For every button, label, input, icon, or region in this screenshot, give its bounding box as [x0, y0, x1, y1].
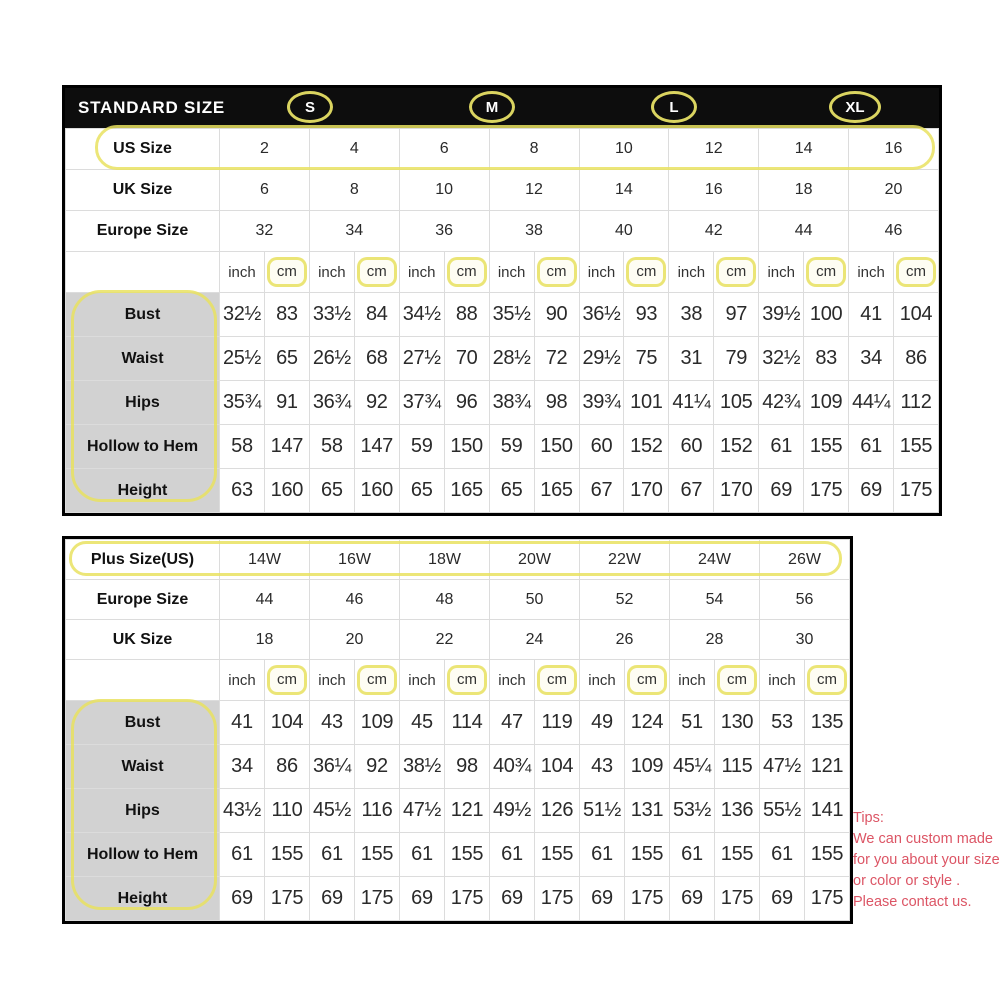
cm-highlight-chip: cm: [357, 257, 397, 287]
measure-cell: 51: [670, 701, 715, 745]
measure-cell: 31: [669, 337, 714, 381]
measure-cell: 86: [265, 745, 310, 789]
cm-unit-cell: [445, 660, 490, 701]
measure-cell: 175: [535, 877, 580, 921]
measure-cell: 109: [804, 381, 849, 425]
measure-cell: 155: [535, 833, 580, 877]
measure-cell: 44¼: [849, 381, 894, 425]
inch-unit-cell: inch: [670, 660, 715, 701]
size-cell: 14: [579, 170, 669, 211]
measure-cell: 155: [715, 833, 760, 877]
tips-line: for you about your size: [853, 852, 1000, 868]
size-cell: 56: [760, 580, 850, 620]
measure-cell: 155: [805, 833, 850, 877]
measure-cell: 65: [264, 337, 309, 381]
size-cell: 18W: [400, 540, 490, 580]
measure-cell: 101: [624, 381, 669, 425]
measure-cell: 112: [894, 381, 939, 425]
measure-cell: 32½: [759, 337, 804, 381]
measure-cell: 45: [400, 701, 445, 745]
measure-cell: 61: [759, 425, 804, 469]
row-label: Waist: [66, 745, 220, 789]
measure-cell: 109: [625, 745, 670, 789]
measure-cell: 131: [625, 789, 670, 833]
measure-cell: 98: [445, 745, 490, 789]
size-cell: 26: [580, 620, 670, 660]
size-cell: 40: [579, 211, 669, 252]
measure-cell: 104: [265, 701, 310, 745]
measure-cell: 135: [805, 701, 850, 745]
plus-size-table: [62, 536, 853, 924]
measure-cell: 69: [310, 877, 355, 921]
size-cell: 4: [309, 129, 399, 170]
measure-cell: 53½: [670, 789, 715, 833]
size-cell: 46: [849, 211, 939, 252]
measure-row: [66, 293, 939, 337]
inch-unit-cell: inch: [400, 660, 445, 701]
size-cell: 44: [759, 211, 849, 252]
size-cell: 14: [759, 129, 849, 170]
measure-row: [66, 469, 939, 513]
measure-cell: 155: [265, 833, 310, 877]
size-cell: 10: [399, 170, 489, 211]
measure-cell: 170: [714, 469, 759, 513]
cm-unit-cell: [715, 660, 760, 701]
size-cell: 10: [579, 129, 669, 170]
cm-highlight-chip: cm: [717, 665, 757, 695]
measure-cell: 41¼: [669, 381, 714, 425]
measure-cell: 34: [849, 337, 894, 381]
cm-highlight-chip: cm: [357, 665, 397, 695]
measure-cell: 35½: [489, 293, 534, 337]
measure-cell: 100: [804, 293, 849, 337]
measure-cell: 27½: [399, 337, 444, 381]
size-cell: 14W: [220, 540, 310, 580]
measure-cell: 65: [309, 469, 354, 513]
cm-unit-cell: [444, 252, 489, 293]
measure-cell: 150: [444, 425, 489, 469]
measure-cell: 97: [714, 293, 759, 337]
measure-row: [66, 381, 939, 425]
standard-size-header: [65, 88, 939, 128]
cm-highlight-chip: cm: [627, 665, 667, 695]
measure-cell: 86: [894, 337, 939, 381]
row-label: Hollow to Hem: [66, 425, 220, 469]
size-s-oval-badge: S: [287, 91, 333, 123]
measure-cell: 110: [265, 789, 310, 833]
inch-unit-cell: inch: [220, 660, 265, 701]
measure-cell: 42¾: [759, 381, 804, 425]
measure-cell: 45½: [310, 789, 355, 833]
measure-cell: 83: [804, 337, 849, 381]
size-cell: 22: [400, 620, 490, 660]
measure-cell: 175: [445, 877, 490, 921]
inch-unit-cell: inch: [579, 252, 624, 293]
measure-cell: 25½: [220, 337, 265, 381]
measure-cell: 36½: [579, 293, 624, 337]
measure-cell: 165: [444, 469, 489, 513]
measure-cell: 43½: [220, 789, 265, 833]
size-cell: 24W: [670, 540, 760, 580]
measure-cell: 160: [264, 469, 309, 513]
size-cell: 26W: [760, 540, 850, 580]
measure-cell: 32½: [220, 293, 265, 337]
cm-highlight-chip: cm: [447, 257, 487, 287]
measure-cell: 41: [849, 293, 894, 337]
size-cell: 22W: [580, 540, 670, 580]
tips-line: or color or style .: [853, 873, 961, 889]
measure-cell: 116: [355, 789, 400, 833]
cm-unit-cell: [804, 252, 849, 293]
measure-cell: 61: [310, 833, 355, 877]
cm-unit-cell: [625, 660, 670, 701]
measure-row: [66, 789, 850, 833]
measure-cell: 61: [490, 833, 535, 877]
tips-title: Tips:: [853, 810, 884, 826]
cm-unit-cell: [535, 660, 580, 701]
measure-cell: 61: [220, 833, 265, 877]
measure-cell: 38: [669, 293, 714, 337]
measure-cell: 175: [355, 877, 400, 921]
size-xl-oval-badge: XL: [829, 91, 881, 123]
standard-size-title: STANDARD SIZE: [78, 98, 226, 117]
measure-row: [66, 833, 850, 877]
measure-cell: 147: [264, 425, 309, 469]
measure-cell: 72: [534, 337, 579, 381]
size-cell: 8: [309, 170, 399, 211]
measure-cell: 155: [625, 833, 670, 877]
measure-cell: 70: [444, 337, 489, 381]
row-label: Plus Size(US): [66, 540, 220, 580]
measure-cell: 40¾: [490, 745, 535, 789]
standard-size-grid: [65, 128, 939, 513]
measure-cell: 59: [399, 425, 444, 469]
measure-cell: 69: [580, 877, 625, 921]
measure-cell: 47½: [400, 789, 445, 833]
inch-unit-cell: inch: [849, 252, 894, 293]
size-cell: 20: [310, 620, 400, 660]
measure-cell: 55½: [760, 789, 805, 833]
measure-cell: 28½: [489, 337, 534, 381]
measure-cell: 115: [715, 745, 760, 789]
size-cell: 28: [670, 620, 760, 660]
measure-cell: 51½: [580, 789, 625, 833]
measure-cell: 47½: [760, 745, 805, 789]
row-label: Europe Size: [66, 211, 220, 252]
measure-cell: 36¼: [310, 745, 355, 789]
measure-cell: 175: [805, 877, 850, 921]
measure-cell: 69: [759, 469, 804, 513]
row-label: Hollow to Hem: [66, 833, 220, 877]
cm-unit-cell: [714, 252, 759, 293]
size-cell: 6: [220, 170, 310, 211]
measure-cell: 33½: [309, 293, 354, 337]
size-cell: 18: [759, 170, 849, 211]
inch-unit-cell: inch: [490, 660, 535, 701]
size-cell: 48: [400, 580, 490, 620]
measure-cell: 29½: [579, 337, 624, 381]
measure-cell: 69: [849, 469, 894, 513]
row-label: US Size: [66, 129, 220, 170]
measure-cell: 92: [355, 745, 400, 789]
measure-cell: 147: [354, 425, 399, 469]
measure-cell: 152: [714, 425, 759, 469]
measure-cell: 88: [444, 293, 489, 337]
measure-cell: 58: [309, 425, 354, 469]
measure-cell: 43: [310, 701, 355, 745]
measure-cell: 130: [715, 701, 760, 745]
cm-unit-cell: [264, 252, 309, 293]
measure-cell: 124: [625, 701, 670, 745]
measure-cell: 165: [534, 469, 579, 513]
measure-cell: 104: [535, 745, 580, 789]
cm-unit-cell: [355, 660, 400, 701]
measure-cell: 155: [894, 425, 939, 469]
cm-highlight-chip: cm: [267, 665, 307, 695]
measure-cell: 61: [580, 833, 625, 877]
measure-cell: 38½: [400, 745, 445, 789]
inch-unit-cell: inch: [760, 660, 805, 701]
measure-cell: 61: [670, 833, 715, 877]
measure-cell: 61: [760, 833, 805, 877]
inch-unit-cell: inch: [489, 252, 534, 293]
size-cell: 44: [220, 580, 310, 620]
size-cell: 38: [489, 211, 579, 252]
size-row: [66, 540, 850, 580]
row-label: UK Size: [66, 170, 220, 211]
size-cell: 8: [489, 129, 579, 170]
size-row: [66, 129, 939, 170]
cm-highlight-chip: cm: [626, 257, 666, 287]
cm-highlight-chip: cm: [716, 257, 756, 287]
measure-cell: 43: [580, 745, 625, 789]
measure-cell: 49: [580, 701, 625, 745]
measure-cell: 93: [624, 293, 669, 337]
size-cell: 34: [309, 211, 399, 252]
measure-row: [66, 425, 939, 469]
measure-cell: 69: [490, 877, 535, 921]
measure-cell: 69: [220, 877, 265, 921]
size-cell: 54: [670, 580, 760, 620]
measure-cell: 155: [445, 833, 490, 877]
measure-row: [66, 877, 850, 921]
measure-cell: 126: [535, 789, 580, 833]
size-row: [66, 580, 850, 620]
size-cell: 46: [310, 580, 400, 620]
size-row: [66, 170, 939, 211]
row-label: Height: [66, 877, 220, 921]
row-label: Hips: [66, 381, 220, 425]
measure-cell: 104: [894, 293, 939, 337]
size-cell: 2: [220, 129, 310, 170]
measure-cell: 34½: [399, 293, 444, 337]
cm-highlight-chip: cm: [806, 257, 846, 287]
measure-cell: 65: [489, 469, 534, 513]
measure-cell: 155: [355, 833, 400, 877]
cm-highlight-chip: cm: [537, 665, 577, 695]
measure-cell: 91: [264, 381, 309, 425]
measure-cell: 37¾: [399, 381, 444, 425]
measure-cell: 61: [400, 833, 445, 877]
row-label: UK Size: [66, 620, 220, 660]
measure-cell: 121: [445, 789, 490, 833]
size-cell: 42: [669, 211, 759, 252]
measure-cell: 114: [445, 701, 490, 745]
size-cell: 50: [490, 580, 580, 620]
measure-cell: 47: [490, 701, 535, 745]
size-row: [66, 620, 850, 660]
cm-unit-cell: [805, 660, 850, 701]
row-label: Hips: [66, 789, 220, 833]
measure-cell: 119: [535, 701, 580, 745]
cm-highlight-chip: cm: [267, 257, 307, 287]
row-label: [66, 660, 220, 701]
measure-cell: 175: [804, 469, 849, 513]
row-label: Bust: [66, 293, 220, 337]
size-cell: 12: [489, 170, 579, 211]
unit-row: [66, 252, 939, 293]
measure-row: [66, 701, 850, 745]
cm-unit-cell: [624, 252, 669, 293]
measure-cell: 34: [220, 745, 265, 789]
measure-cell: 175: [715, 877, 760, 921]
size-cell: 12: [669, 129, 759, 170]
measure-cell: 136: [715, 789, 760, 833]
inch-unit-cell: inch: [309, 252, 354, 293]
measure-cell: 60: [579, 425, 624, 469]
cm-unit-cell: [534, 252, 579, 293]
measure-row: [66, 745, 850, 789]
measure-cell: 90: [534, 293, 579, 337]
measure-cell: 121: [805, 745, 850, 789]
measure-cell: 49½: [490, 789, 535, 833]
custom-tips-note: [853, 808, 1000, 913]
tips-line: Please contact us.: [853, 894, 972, 910]
inch-unit-cell: inch: [399, 252, 444, 293]
size-cell: 52: [580, 580, 670, 620]
size-cell: 24: [490, 620, 580, 660]
cm-highlight-chip: cm: [896, 257, 936, 287]
measure-cell: 45¼: [670, 745, 715, 789]
size-cell: 20: [849, 170, 939, 211]
measure-cell: 68: [354, 337, 399, 381]
measure-cell: 61: [849, 425, 894, 469]
standard-size-table: [62, 85, 942, 516]
measure-cell: 26½: [309, 337, 354, 381]
size-cell: 16W: [310, 540, 400, 580]
size-row: [66, 211, 939, 252]
inch-unit-cell: inch: [580, 660, 625, 701]
measure-row: [66, 337, 939, 381]
measure-cell: 53: [760, 701, 805, 745]
measure-cell: 96: [444, 381, 489, 425]
measure-cell: 109: [355, 701, 400, 745]
measure-cell: 75: [624, 337, 669, 381]
measure-cell: 105: [714, 381, 759, 425]
inch-unit-cell: inch: [310, 660, 355, 701]
measure-cell: 69: [670, 877, 715, 921]
measure-cell: 41: [220, 701, 265, 745]
measure-cell: 175: [894, 469, 939, 513]
size-m-oval-badge: M: [469, 91, 515, 123]
measure-cell: 39½: [759, 293, 804, 337]
measure-cell: 141: [805, 789, 850, 833]
measure-cell: 83: [264, 293, 309, 337]
measure-cell: 63: [220, 469, 265, 513]
cm-unit-cell: [265, 660, 310, 701]
measure-cell: 69: [760, 877, 805, 921]
measure-cell: 58: [220, 425, 265, 469]
measure-cell: 170: [624, 469, 669, 513]
measure-cell: 79: [714, 337, 759, 381]
size-cell: 32: [220, 211, 310, 252]
tips-line: We can custom made: [853, 831, 993, 847]
plus-size-grid: [65, 539, 850, 921]
size-cell: 30: [760, 620, 850, 660]
measure-cell: 155: [804, 425, 849, 469]
row-label: [66, 252, 220, 293]
size-cell: 16: [849, 129, 939, 170]
unit-row: [66, 660, 850, 701]
measure-cell: 69: [400, 877, 445, 921]
measure-cell: 160: [354, 469, 399, 513]
inch-unit-cell: inch: [759, 252, 804, 293]
size-cell: 6: [399, 129, 489, 170]
measure-cell: 67: [669, 469, 714, 513]
row-label: Height: [66, 469, 220, 513]
measure-cell: 150: [534, 425, 579, 469]
cm-highlight-chip: cm: [537, 257, 577, 287]
measure-cell: 38¾: [489, 381, 534, 425]
size-l-oval-badge: L: [651, 91, 697, 123]
cm-highlight-chip: cm: [807, 665, 847, 695]
measure-cell: 65: [399, 469, 444, 513]
measure-cell: 175: [625, 877, 670, 921]
measure-cell: 59: [489, 425, 534, 469]
size-cell: 36: [399, 211, 489, 252]
inch-unit-cell: inch: [220, 252, 265, 293]
measure-cell: 175: [265, 877, 310, 921]
size-cell: 20W: [490, 540, 580, 580]
measure-cell: 35¾: [220, 381, 265, 425]
measure-cell: 39¾: [579, 381, 624, 425]
measure-cell: 67: [579, 469, 624, 513]
cm-unit-cell: [894, 252, 939, 293]
measure-cell: 152: [624, 425, 669, 469]
size-cell: 18: [220, 620, 310, 660]
cm-unit-cell: [354, 252, 399, 293]
inch-unit-cell: inch: [669, 252, 714, 293]
cm-highlight-chip: cm: [447, 665, 487, 695]
row-label: Europe Size: [66, 580, 220, 620]
measure-cell: 36¾: [309, 381, 354, 425]
measure-cell: 98: [534, 381, 579, 425]
row-label: Waist: [66, 337, 220, 381]
measure-cell: 92: [354, 381, 399, 425]
measure-cell: 60: [669, 425, 714, 469]
size-cell: 16: [669, 170, 759, 211]
row-label: Bust: [66, 701, 220, 745]
measure-cell: 84: [354, 293, 399, 337]
